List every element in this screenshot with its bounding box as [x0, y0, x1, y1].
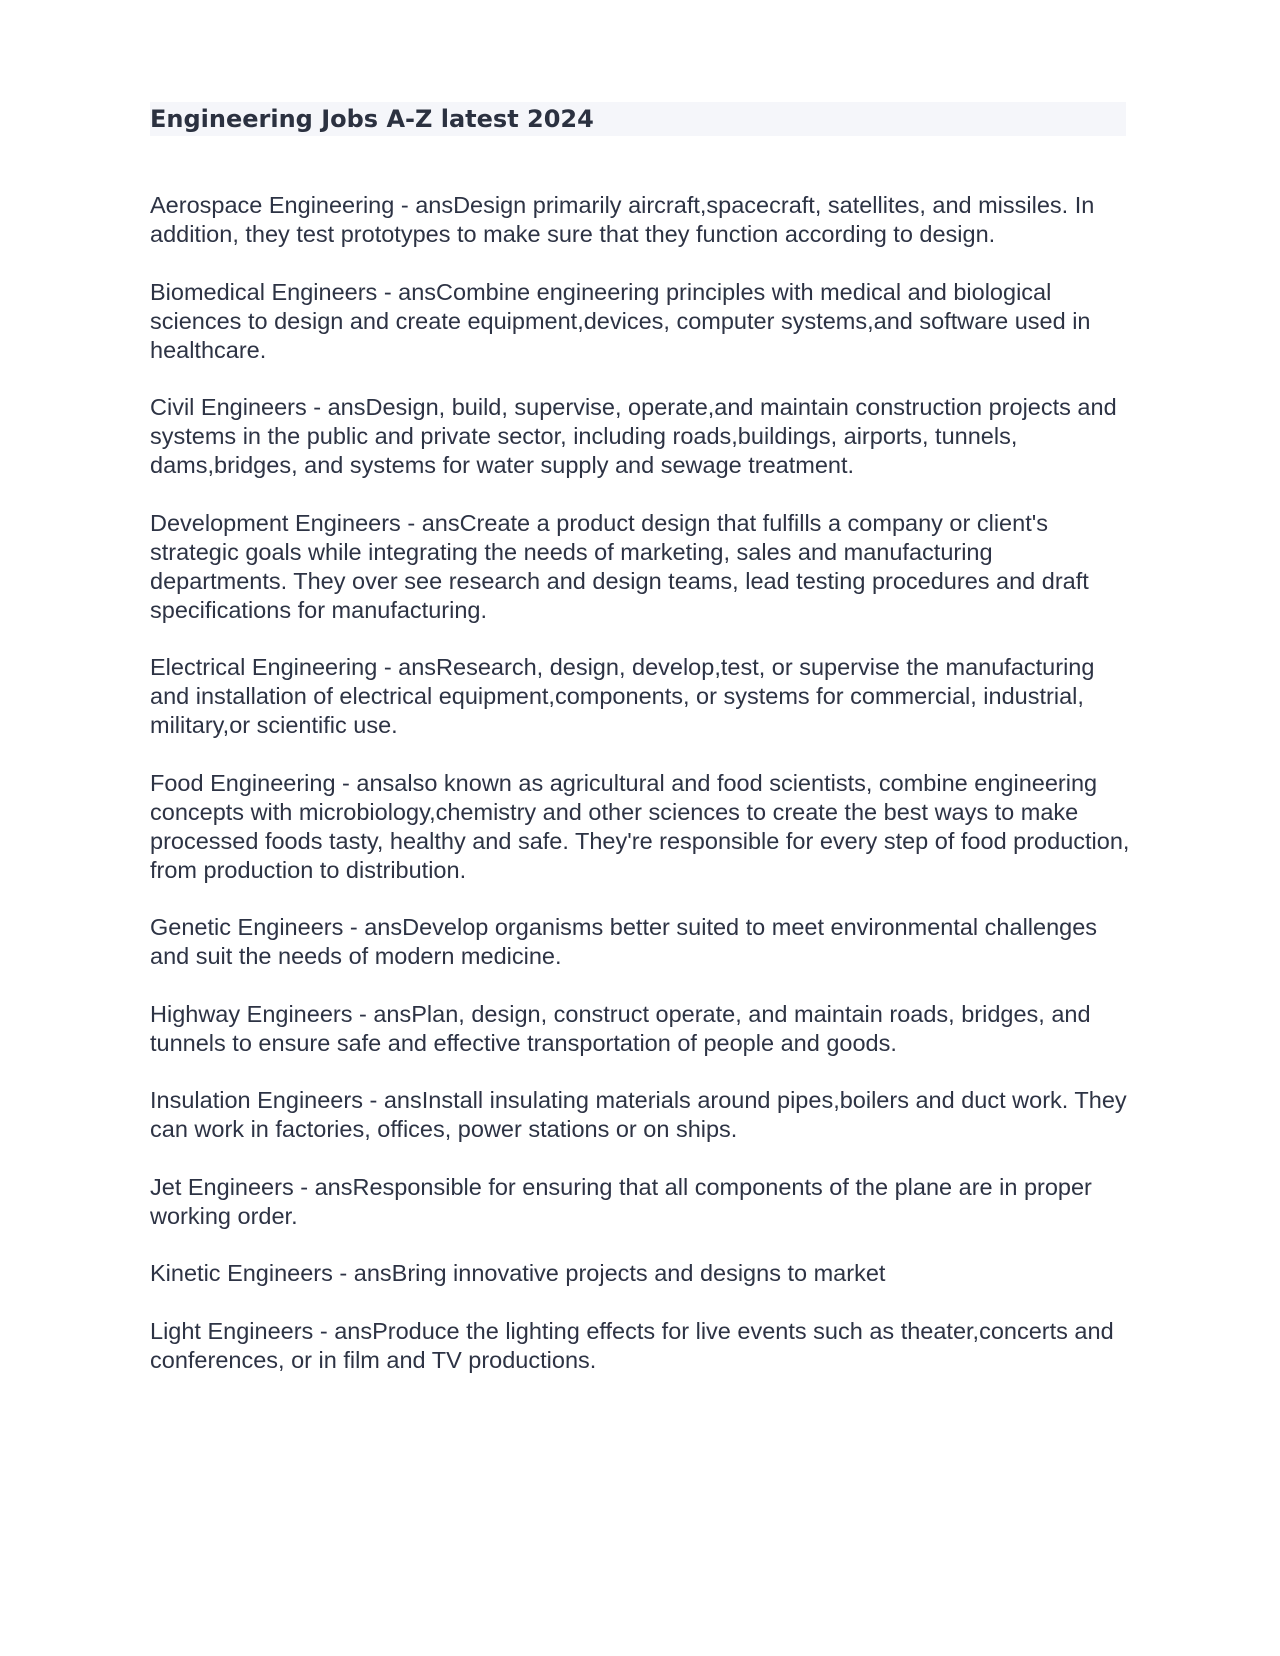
entry-food-engineering: Food Engineering - ansalso known as agricultural and food scientists, combine engineering concepts with microbiology,chemistry and other sciences to create the best ways to make processed foods tasty, healthy and safe. They're responsible for every step of food production, from production to distribution.	[150, 769, 1130, 883]
entry-development-engineers: Development Engineers - ansCreate a product design that fulfills a company or client's strategic goals while integrating the needs of marketing, sales and manufacturing departments. They over see research and design teams, lead testing procedures and draft specifications for manufacturing.	[150, 509, 1089, 623]
entry-biomedical-engineers: Biomedical Engineers - ansCombine engineering principles with medical and biological sciences to design and create equipment,devices, computer systems,and software used in healthcare.	[150, 278, 1091, 363]
entry-jet-engineers: Jet Engineers - ansResponsible for ensuring that all components of the plane are in proper working order.	[150, 1173, 1092, 1229]
entry-civil-engineers: Civil Engineers - ansDesign, build, supervise, operate,and maintain construction projects and systems in the public and private sector, including roads,buildings, airports, tunnels, dams,bridges, and systems for water supply and sewage treatment.	[150, 394, 1117, 478]
entry-electrical-engineering: Electrical Engineering - ansResearch, design, develop,test, or supervise the manufacturing and installation of electrical equipment,components, or systems for commercial, industrial, military,or scientific use.	[150, 654, 1095, 738]
entry-insulation-engineers: Insulation Engineers - ansInstall insulating materials around pipes,boilers and duct work. They can work in factories, offices, power stations or on ships.	[150, 1087, 1127, 1142]
job-entries-list	[150, 191, 1134, 1403]
entry-aerospace-engineering: Aerospace Engineering - ansDesign primarily aircraft,spacecraft, satellites, and missiles. In addition, they test prototypes to make sure that they function according to design.	[150, 192, 1095, 247]
entry-genetic-engineers: Genetic Engineers - ansDevelop organisms better suited to meet environmental challenges and suit the needs of modern medicine.	[150, 914, 1098, 969]
page-title: Engineering Jobs A-Z latest 2024	[150, 105, 594, 133]
entry-kinetic-engineers: Kinetic Engineers - ansBring innovative projects and designs to market	[150, 1260, 886, 1286]
entry-highway-engineers: Highway Engineers - ansPlan, design, construct operate, and maintain roads, bridges, and tunnels to ensure safe and effective transportation of people and goods.	[150, 1000, 1091, 1056]
entry-light-engineers: Light Engineers - ansProduce the lighting effects for live events such as theater,concerts and conferences, or in film and TV productions.	[150, 1317, 1114, 1373]
